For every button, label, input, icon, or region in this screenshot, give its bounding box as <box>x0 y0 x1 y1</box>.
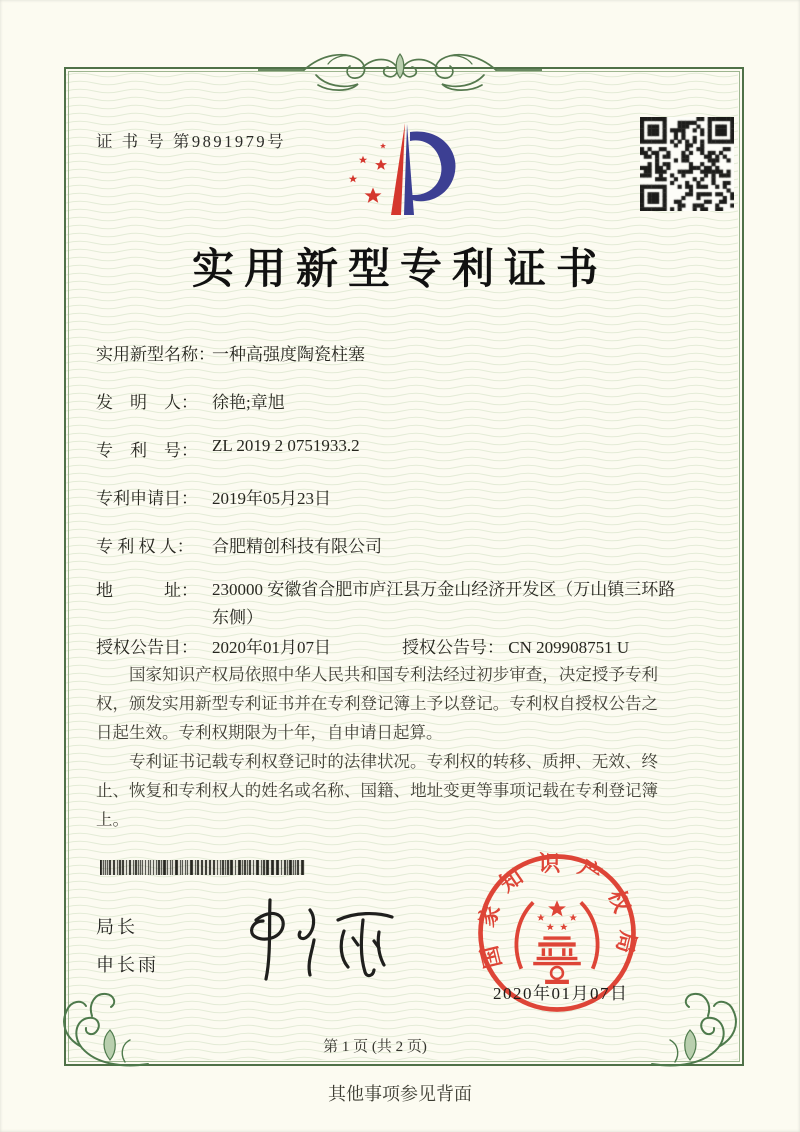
field-label: 专利申请日： <box>96 489 198 508</box>
cnipa-logo-icon <box>343 110 481 218</box>
field-label: 授权公告日： <box>96 638 198 657</box>
legal-text <box>96 660 658 834</box>
field-patent-number <box>96 436 360 461</box>
certificate-number: 证 书 号 第9891979号 <box>96 132 287 151</box>
signer-block <box>96 913 159 989</box>
field-label: 地 址： <box>96 581 198 600</box>
page-number: 第 1 页 (共 2 页) <box>323 1039 427 1055</box>
field-value: CN 209908751 U <box>508 638 630 657</box>
field-value: 一种高强度陶瓷柱塞 <box>212 345 365 364</box>
bottom-right-flourish-ornament <box>650 990 750 1072</box>
field-utility-model-name <box>96 340 365 365</box>
seal-date: 2020年01月07日 <box>493 984 629 1003</box>
field-label: 专 利 权 人： <box>96 537 194 556</box>
field-value: 2020年01月07日 <box>212 638 331 657</box>
legal-paragraph-2: 专利证书记载专利权登记时的法律状况。专利权的转移、质押、无效、终止、恢复和专利权人的姓名或名称、国籍、地址变更等事项记载在专利登记簿上。 <box>96 752 658 829</box>
national-emblem <box>516 900 597 984</box>
field-filing-date <box>96 484 331 509</box>
field-grant-date-and-number <box>96 633 630 658</box>
top-flourish-ornament <box>258 44 542 96</box>
barcode <box>100 860 307 875</box>
field-grant-number <box>402 633 629 658</box>
signer-title: 局长 <box>96 917 138 937</box>
field-value: 徐艳;章旭 <box>212 393 285 412</box>
field-value: 230000 安徽省合肥市庐江县万金山经济开发区（万山镇三环路东侧） <box>212 580 676 627</box>
field-value: ZL 2019 2 0751933.2 <box>212 436 360 455</box>
field-address <box>96 576 676 627</box>
field-label: 发 明 人： <box>96 393 198 412</box>
bottom-left-flourish-ornament <box>50 990 150 1072</box>
signer-name: 申长雨 <box>96 955 159 975</box>
seal-text: 国家知识产权局 <box>472 850 642 971</box>
certificate-title: 实用新型专利证书 <box>191 247 608 293</box>
field-label: 专 利 号： <box>96 441 198 460</box>
back-side-note: 其他事项参见背面 <box>328 1084 472 1104</box>
field-inventors <box>96 388 285 413</box>
qr-code <box>640 117 734 211</box>
field-value: 合肥精创科技有限公司 <box>212 537 382 556</box>
field-label: 实用新型名称： <box>96 345 215 364</box>
field-label: 授权公告号： <box>402 638 504 657</box>
field-value: 2019年05月23日 <box>212 489 331 508</box>
legal-paragraph-1: 国家知识产权局依照中华人民共和国专利法经过初步审查，决定授予专利权，颁发实用新型专利证书并在专利登记簿上予以登记。专利权自授权公告之日起生效。专利权期限为十年，自申请日起算。 <box>96 665 658 742</box>
field-patentee <box>96 532 382 557</box>
signature-icon <box>226 888 411 988</box>
